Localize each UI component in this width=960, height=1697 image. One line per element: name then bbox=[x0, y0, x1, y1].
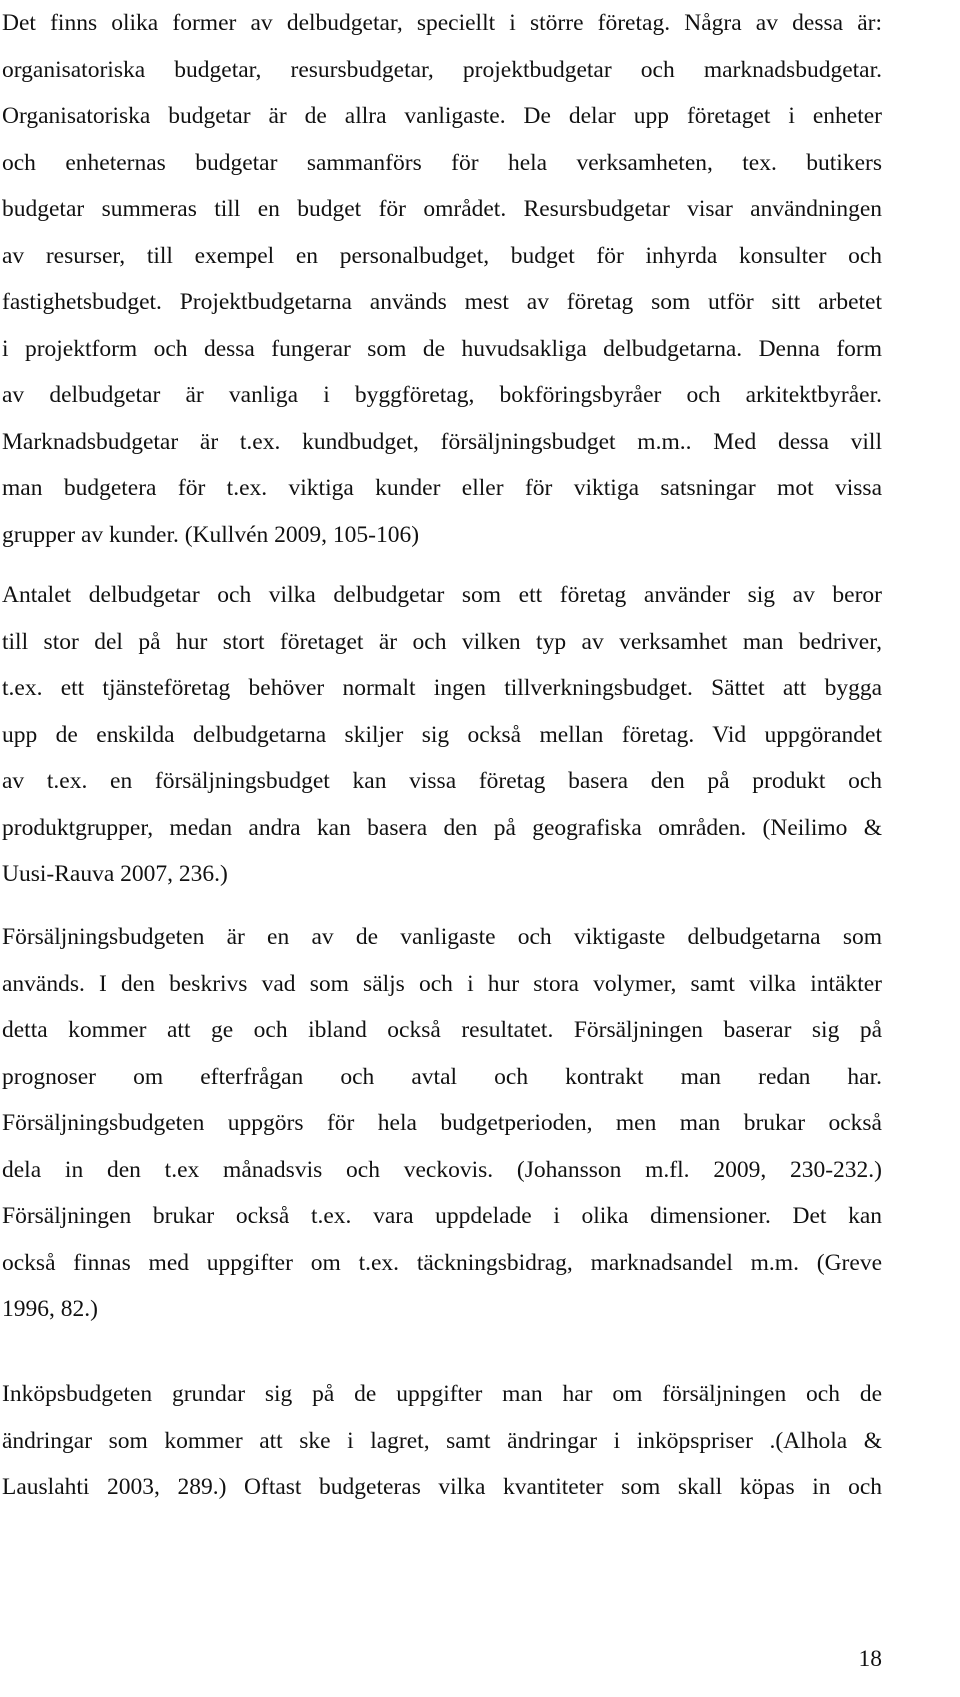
paragraph-delbudgetar-former bbox=[2, 0, 882, 558]
text-line: produktgrupper, medan andra kan basera den på geografiska områden. (Neilimo & bbox=[2, 814, 882, 841]
text-line: av t.ex. en försäljningsbudget kan vissa företag basera den på produkt och bbox=[2, 768, 882, 794]
text-line: och enheternas budgetar sammanförs för hela verksamheten, tex. butikers bbox=[2, 149, 882, 176]
text-line: 1996, 82.) bbox=[2, 1296, 98, 1322]
text-line: används. I den beskrivs vad som säljs och i hur stora volymer, samt vilka intäkter bbox=[2, 970, 882, 997]
text-line: ändringar som kommer att ske i lagret, samt ändringar i inköpspriser .(Alhola & bbox=[2, 1427, 882, 1454]
text-line: Försäljningen brukar också t.ex. vara uppdelade i olika dimensioner. Det kan bbox=[2, 1203, 882, 1229]
page-number: 18 bbox=[858, 1646, 882, 1672]
text-line: Det finns olika former av delbudgetar, speciellt i större företag. Några av dessa är: bbox=[2, 10, 882, 36]
text-line: Antalet delbudgetar och vilka delbudgetar som ett företag använder sig av beror bbox=[2, 582, 882, 608]
text-line: också finnas med uppgifter om t.ex. täckningsbidrag, marknadsandel m.m. (Greve bbox=[2, 1249, 882, 1276]
text-line: Inköpsbudgeten grundar sig på de uppgifter man har om försäljningen och de bbox=[2, 1381, 882, 1407]
text-line: Uusi-Rauva 2007, 236.) bbox=[2, 861, 228, 887]
text-line: detta kommer att ge och ibland också resultatet. Försäljningen baserar sig på bbox=[2, 1017, 882, 1043]
text-line: budgetar summeras till en budget för området. Resursbudgetar visar användningen bbox=[2, 196, 882, 222]
text-line: av delbudgetar är vanliga i byggföretag, bokföringsbyråer och arkitektbyråer. bbox=[2, 382, 882, 408]
paragraph-inkopsbudgeten bbox=[2, 1371, 882, 1511]
text-line: Försäljningsbudgeten är en av de vanligaste och viktigaste delbudgetarna som bbox=[2, 924, 882, 950]
text-line: fastighetsbudget. Projektbudgetarna används mest av företag som utför sitt arbetet bbox=[2, 289, 882, 315]
text-line: Försäljningsbudgeten uppgörs för hela budgetperioden, men man brukar också bbox=[2, 1110, 882, 1136]
text-line: organisatoriska budgetar, resursbudgetar, projektbudgetar och marknadsbudgetar. bbox=[2, 56, 882, 83]
paragraph-forsaljningsbudgeten bbox=[2, 914, 882, 1333]
text-line: av resurser, till exempel en personalbudget, budget för inhyrda konsulter och bbox=[2, 242, 882, 269]
text-line: man budgetera för t.ex. viktiga kunder eller för viktiga satsningar mot vissa bbox=[2, 475, 882, 501]
text-line: grupper av kunder. (Kullvén 2009, 105-106) bbox=[2, 521, 420, 548]
paragraph-antalet-delbudgetar bbox=[2, 572, 882, 898]
text-line: till stor del på hur stort företaget är och vilken typ av verksamhet man bedriver, bbox=[2, 628, 882, 655]
text-line: upp de enskilda delbudgetarna skiljer sig också mellan företag. Vid uppgörandet bbox=[2, 721, 882, 748]
text-line: prognoser om efterfrågan och avtal och kontrakt man redan har. bbox=[2, 1063, 882, 1090]
text-line: Marknadsbudgetar är t.ex. kundbudget, försäljningsbudget m.m.. Med dessa vill bbox=[2, 428, 882, 455]
text-line: dela in den t.ex månadsvis och veckovis. (Johansson m.fl. 2009, 230-232.) bbox=[2, 1156, 882, 1183]
text-line: t.ex. ett tjänsteföretag behöver normalt ingen tillverkningsbudget. Sättet att bygga bbox=[2, 675, 882, 701]
text-line: i projektform och dessa fungerar som de huvudsakliga delbudgetarna. Denna form bbox=[2, 335, 882, 362]
text-line: Lauslahti 2003, 289.) Oftast budgeteras vilka kvantiteter som skall köpas in och bbox=[2, 1474, 882, 1500]
text-line: Organisatoriska budgetar är de allra vanligaste. De delar upp företaget i enheter bbox=[2, 103, 882, 129]
